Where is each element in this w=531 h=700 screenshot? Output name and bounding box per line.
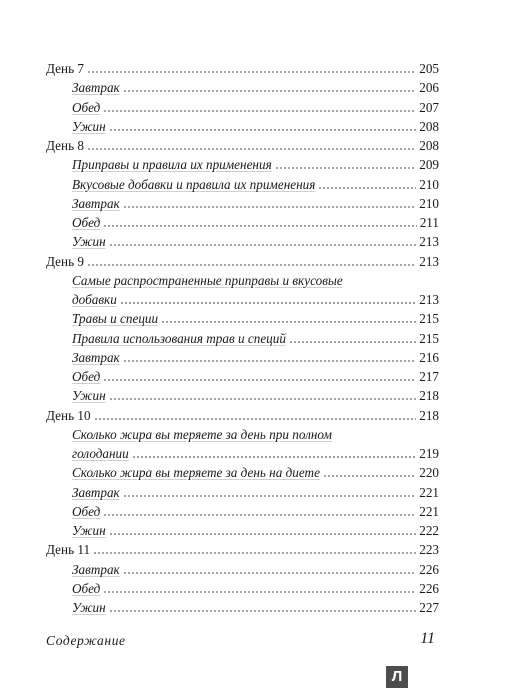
toc-entry-title: Обед bbox=[72, 503, 101, 519]
toc-section-row bbox=[72, 423, 439, 442]
toc-dot-leader bbox=[103, 591, 416, 593]
toc-entry-title: голодании bbox=[72, 446, 129, 461]
toc-dot-leader bbox=[87, 264, 416, 266]
toc-page-number: 208 bbox=[419, 118, 439, 134]
toc-page-number: 210 bbox=[419, 195, 439, 211]
toc-dot-leader bbox=[123, 360, 416, 362]
toc-page-number: 209 bbox=[419, 157, 439, 173]
toc-entry-title: Сколько жира вы теряете за день на диете bbox=[72, 465, 320, 481]
toc-entry-title: Ужин bbox=[72, 234, 106, 250]
toc-section-row bbox=[72, 461, 439, 480]
toc-dot-leader bbox=[109, 533, 417, 535]
toc-dot-leader bbox=[275, 167, 417, 169]
toc-page-number: 213 bbox=[419, 253, 439, 269]
toc-dot-leader bbox=[123, 495, 416, 497]
toc-section-row bbox=[72, 153, 439, 172]
toc-entry-title: Правила использования трав и специй bbox=[72, 330, 286, 346]
toc-chapter-row bbox=[46, 404, 439, 423]
toc-page-number: 221 bbox=[419, 484, 439, 500]
toc-entry-title: Обед bbox=[72, 580, 101, 596]
toc-dot-leader bbox=[109, 398, 417, 400]
toc-dot-leader bbox=[109, 129, 417, 131]
toc-entry-title: День 7 bbox=[46, 61, 84, 76]
toc-chapter-row bbox=[46, 134, 439, 153]
toc-dot-leader bbox=[123, 90, 416, 92]
toc-dot-leader bbox=[161, 321, 416, 323]
toc-page-number: 207 bbox=[419, 99, 439, 115]
toc-dot-leader bbox=[132, 456, 416, 458]
toc-dot-leader bbox=[93, 552, 416, 554]
toc-section-row bbox=[72, 481, 439, 500]
toc-section-row bbox=[72, 519, 439, 538]
toc-page-number: 213 bbox=[419, 234, 439, 250]
toc-page-number: 215 bbox=[419, 330, 439, 346]
toc-entry-title: Завтрак bbox=[72, 80, 120, 96]
toc-section-row bbox=[72, 192, 439, 211]
toc-page-number: 205 bbox=[419, 61, 439, 76]
toc-entry-title: День 8 bbox=[46, 138, 84, 153]
toc-page-number: 222 bbox=[419, 523, 439, 538]
toc-section-row bbox=[72, 346, 439, 365]
toc-section-row bbox=[72, 558, 439, 577]
toc-entry-title: Самые распространенные приправы и вкусовые bbox=[72, 272, 343, 288]
toc-entry-title: Завтрак bbox=[72, 561, 120, 577]
toc-chapter-row bbox=[46, 250, 439, 269]
toc-page-number: 218 bbox=[419, 407, 439, 423]
toc-entry-title: Ужин bbox=[72, 600, 106, 615]
toc-page-number: 220 bbox=[419, 465, 439, 481]
toc-entry-title: Ужин bbox=[72, 523, 106, 538]
toc-dot-leader bbox=[109, 610, 417, 612]
toc-section-row bbox=[72, 76, 439, 95]
toc-chapter-row bbox=[46, 538, 439, 557]
toc-entry-title: Завтрак bbox=[72, 349, 120, 365]
toc-dot-leader bbox=[318, 187, 416, 189]
toc-entry-title: День 11 bbox=[46, 542, 91, 558]
toc-page-number: 213 bbox=[419, 292, 439, 307]
toc-page-number: 215 bbox=[419, 311, 439, 327]
toc-page-number: 226 bbox=[419, 561, 439, 577]
toc-dot-leader bbox=[103, 514, 416, 516]
toc-dot-leader bbox=[87, 148, 416, 150]
toc-entry-title: День 10 bbox=[46, 407, 91, 423]
footer-section-title: Содержание bbox=[46, 633, 126, 648]
toc-page-number: 217 bbox=[419, 369, 439, 384]
publisher-logo-icon: Л bbox=[386, 666, 408, 688]
toc-section-row bbox=[72, 500, 439, 519]
toc-section-row bbox=[72, 211, 439, 230]
toc-section-row bbox=[72, 384, 439, 403]
toc-entry-title: Завтрак bbox=[72, 195, 120, 211]
footer-page-number: 11 bbox=[420, 630, 435, 647]
toc-dot-leader bbox=[109, 244, 417, 246]
toc-page-number: 211 bbox=[419, 215, 439, 230]
toc-entry-title: Завтрак bbox=[72, 484, 120, 500]
toc-page-number: 206 bbox=[419, 80, 439, 96]
toc-dot-leader bbox=[103, 225, 416, 227]
toc-dot-leader bbox=[323, 475, 416, 477]
toc-section-row bbox=[72, 596, 439, 615]
toc-page-number: 221 bbox=[419, 503, 439, 519]
toc-section-row bbox=[72, 230, 439, 249]
toc-entry-title: добавки bbox=[72, 292, 117, 307]
toc-section-row bbox=[72, 288, 439, 307]
toc-dot-leader bbox=[87, 71, 416, 73]
toc-entry-title: Обед bbox=[72, 369, 101, 384]
toc-section-row bbox=[72, 173, 439, 192]
toc-section-row bbox=[72, 115, 439, 134]
toc-entry-title: День 9 bbox=[46, 253, 84, 269]
toc-section-row bbox=[72, 269, 439, 288]
toc-entry-title: Обед bbox=[72, 99, 101, 115]
toc-section-row bbox=[72, 307, 439, 326]
toc-section-row bbox=[72, 327, 439, 346]
toc-dot-leader bbox=[123, 206, 416, 208]
toc-dot-leader bbox=[123, 572, 416, 574]
toc-section-row bbox=[72, 365, 439, 384]
toc-dot-leader bbox=[120, 302, 416, 304]
toc-section-row bbox=[72, 577, 439, 596]
toc-page-number: 227 bbox=[419, 600, 439, 615]
toc-page-number: 210 bbox=[419, 176, 439, 192]
toc-entry-title: Ужин bbox=[72, 118, 106, 134]
toc-entry-title: Ужин bbox=[72, 388, 106, 404]
toc-page-number: 216 bbox=[419, 349, 439, 365]
toc-entry-title: Сколько жира вы теряете за день при полном bbox=[72, 426, 332, 442]
toc-entry-title: Приправы и правила их применения bbox=[72, 157, 272, 173]
toc-entry-title: Обед bbox=[72, 215, 101, 230]
toc-section-row bbox=[72, 442, 439, 461]
toc-page-number: 218 bbox=[419, 388, 439, 404]
toc-page-number: 223 bbox=[419, 542, 439, 558]
toc-page-number: 208 bbox=[419, 138, 439, 153]
toc-dot-leader bbox=[103, 110, 416, 112]
toc-chapter-row bbox=[46, 57, 439, 76]
toc-entry-title: Травы и специи bbox=[72, 311, 159, 327]
toc-dot-leader bbox=[103, 379, 416, 381]
toc-page-number: 226 bbox=[419, 580, 439, 596]
toc-section-row bbox=[72, 96, 439, 115]
toc-dot-leader bbox=[94, 418, 417, 420]
toc-dot-leader bbox=[289, 341, 416, 343]
toc-entry-title: Вкусовые добавки и правила их применения bbox=[72, 176, 316, 192]
toc-page-number: 219 bbox=[419, 446, 439, 461]
